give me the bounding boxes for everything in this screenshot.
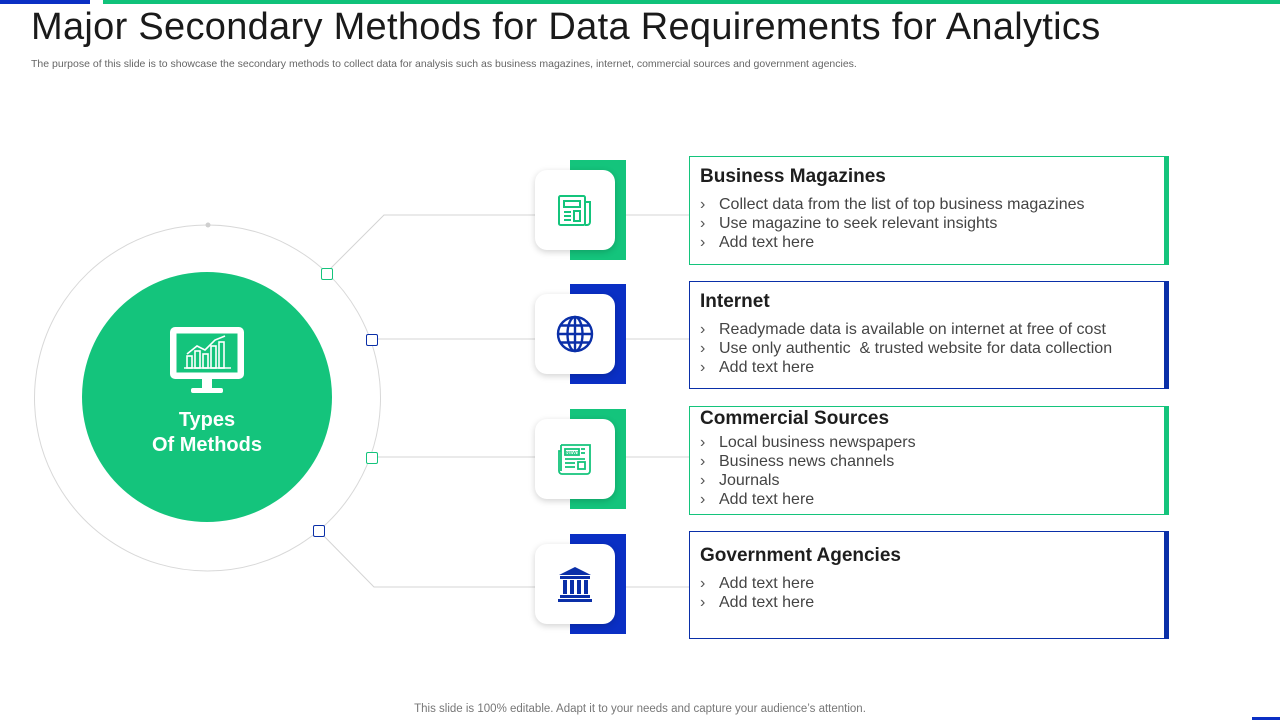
card-bullets xyxy=(700,574,1154,612)
arc-node-3 xyxy=(366,452,378,464)
tile-business-magazines xyxy=(535,170,615,250)
list-item: › Readymade data is available on internet at free of cost xyxy=(700,321,1106,338)
list-item: › Add text here xyxy=(700,491,815,508)
card-commercial-sources xyxy=(689,406,1169,515)
tile-internet xyxy=(535,294,615,374)
card-bullets xyxy=(700,195,1154,252)
hub-label-line1: Types xyxy=(178,409,236,431)
list-item: › Use only authentic & trusted website for data collection xyxy=(700,340,1113,357)
list-item: › Use magazine to seek relevant insights xyxy=(700,215,998,232)
arc-node-2 xyxy=(366,334,378,346)
tile-commercial-sources xyxy=(535,419,615,499)
hub-label xyxy=(82,408,332,458)
list-item: › Business news channels xyxy=(700,453,895,470)
connector-line-1 xyxy=(326,215,690,273)
list-item: › Collect data from the list of top business magazines xyxy=(700,196,1085,213)
card-government-agencies xyxy=(689,531,1169,639)
card-title: Commercial Sources xyxy=(700,408,890,429)
svg-text:NEWS: NEWS xyxy=(566,450,580,455)
bank-icon xyxy=(555,564,595,604)
slide-title: Major Secondary Methods for Data Requirements for Analytics xyxy=(31,6,1101,48)
monitor-chart-icon xyxy=(169,326,245,396)
card-bullets xyxy=(700,433,1154,509)
card-internet xyxy=(689,281,1169,389)
list-item: › Add text here xyxy=(700,575,815,592)
types-of-methods-hub xyxy=(82,272,332,522)
slide-footer: This slide is 100% editable. Adapt it to your needs and capture your audience’s attention. xyxy=(414,703,866,715)
globe-icon xyxy=(555,314,595,354)
card-business-magazines xyxy=(689,156,1169,265)
newspaper-icon xyxy=(555,190,595,230)
arc-start-dot xyxy=(206,223,211,228)
arc-node-1 xyxy=(321,268,333,280)
card-title: Government Agencies xyxy=(700,545,901,566)
tile-government-agencies xyxy=(535,544,615,624)
hub-label-line2: Of Methods xyxy=(152,434,262,456)
list-item: › Add text here xyxy=(700,594,815,611)
list-item: › Add text here xyxy=(700,359,815,376)
list-item: › Add text here xyxy=(700,234,815,251)
card-title: Business Magazines xyxy=(700,166,886,187)
connector-line-4 xyxy=(318,530,690,587)
card-bullets xyxy=(700,320,1154,377)
news-paper-icon xyxy=(555,439,595,479)
list-item: › Journals xyxy=(700,472,780,489)
slide-subtitle: The purpose of this slide is to showcase the secondary methods to collect data for analysis such as business magazines, internet, commercial sources and government agencies. xyxy=(31,58,857,70)
arc-node-4 xyxy=(313,525,325,537)
card-title: Internet xyxy=(700,291,770,312)
list-item: › Local business newspapers xyxy=(700,434,916,451)
